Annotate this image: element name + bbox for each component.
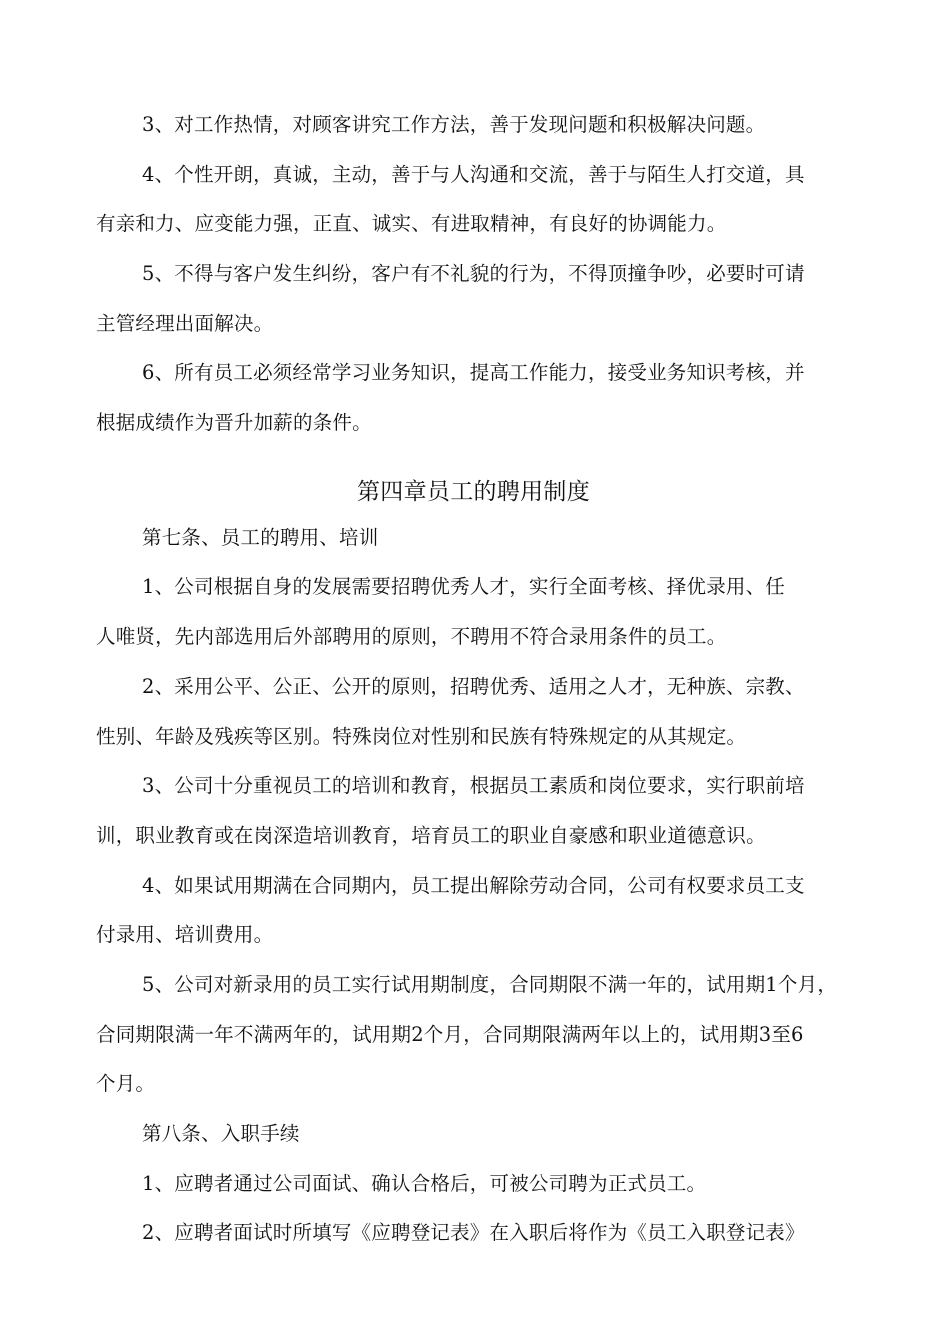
paragraph-line: 性别、年龄及残疾等区别。特殊岗位对性别和民族有特殊规定的从其规定。 bbox=[96, 725, 747, 748]
paragraph-line: 1、应聘者通过公司面试、确认合格后，可被公司聘为正式员工。 bbox=[142, 1172, 707, 1195]
paragraph-line: 3、公司十分重视员工的培训和教育，根据员工素质和岗位要求，实行职前培 bbox=[142, 774, 805, 797]
chapter-heading: 第四章员工的聘用制度 bbox=[357, 479, 590, 505]
paragraph-line: 付录用、培训费用。 bbox=[96, 923, 274, 946]
paragraph-line: 有亲和力、应变能力强，正直、诚实、有进取精神，有良好的协调能力。 bbox=[96, 212, 727, 235]
paragraph-line: 5、不得与客户发生纠纷，客户有不礼貌的行为，不得顶撞争吵，必要时可请 bbox=[142, 262, 805, 285]
article-heading: 第八条、入职手续 bbox=[142, 1122, 300, 1145]
article-heading: 第七条、员工的聘用、培训 bbox=[142, 526, 379, 549]
paragraph-line: 4、个性开朗，真诚，主动，善于与人沟通和交流，善于与陌生人打交道，具 bbox=[142, 163, 805, 186]
paragraph-line: 个月。 bbox=[96, 1072, 156, 1095]
paragraph-line: 3、对工作热情，对顾客讲究工作方法，善于发现问题和积极解决问题。 bbox=[142, 113, 766, 136]
paragraph-line: 5、公司对新录用的员工实行试用期制度，合同期限不满一年的，试用期1个月， bbox=[142, 973, 838, 996]
paragraph-line: 训，职业教育或在岗深造培训教育，培育员工的职业自豪感和职业道德意识。 bbox=[96, 824, 766, 847]
paragraph-line: 合同期限满一年不满两年的，试用期2个月，合同期限满两年以上的，试用期3至6 bbox=[96, 1023, 804, 1046]
paragraph-line: 1、公司根据自身的发展需要招聘优秀人才，实行全面考核、择优录用、任 bbox=[142, 575, 786, 598]
paragraph-line: 根据成绩作为晋升加薪的条件。 bbox=[96, 411, 372, 434]
paragraph-line: 2、采用公平、公正、公开的原则，招聘优秀、适用之人才，无种族、宗教、 bbox=[142, 675, 805, 698]
paragraph-line: 2、应聘者面试时所填写《应聘登记表》在入职后将作为《员工入职登记表》 bbox=[142, 1221, 805, 1244]
paragraph-line: 人唯贤，先内部选用后外部聘用的原则，不聘用不符合录用条件的员工。 bbox=[96, 625, 727, 648]
paragraph-line: 4、如果试用期满在合同期内，员工提出解除劳动合同，公司有权要求员工支 bbox=[142, 874, 805, 897]
paragraph-line: 主管经理出面解决。 bbox=[96, 312, 274, 335]
paragraph-line: 6、所有员工必须经常学习业务知识，提高工作能力，接受业务知识考核，并 bbox=[142, 361, 805, 384]
